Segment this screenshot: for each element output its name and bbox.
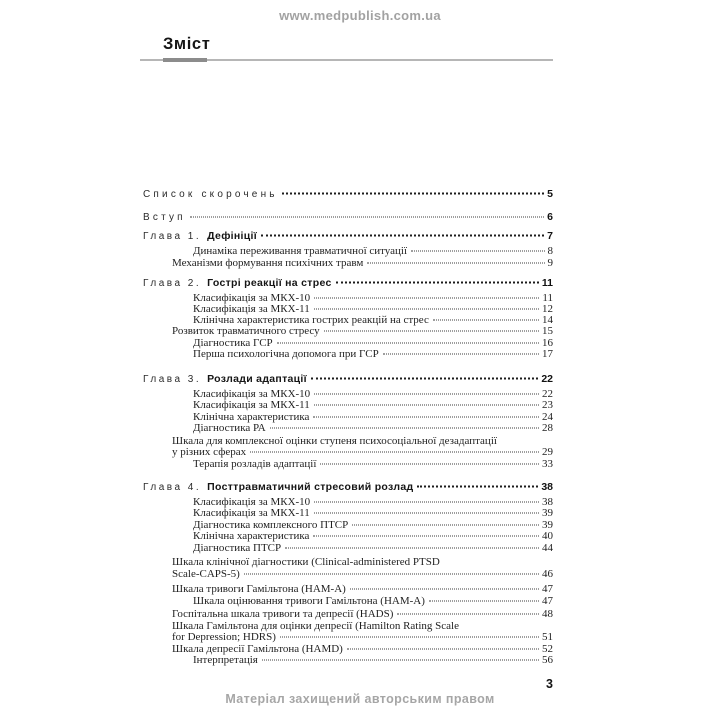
toc-label: Перша психологічна допомога при ГСР <box>193 348 379 360</box>
toc-label: Посттравматичний стресовий розлад <box>207 481 414 493</box>
toc-label: Динаміка переживання травматичної ситуації <box>193 245 408 257</box>
toc-label: Класифікація за МКХ-11 <box>193 303 310 315</box>
toc-leader-dots <box>433 320 539 321</box>
toc-page-number: 17 <box>542 348 553 360</box>
toc-page-number: 46 <box>542 568 553 580</box>
toc-leader-dots <box>313 417 539 418</box>
toc-label: Список скорочень <box>143 189 278 200</box>
toc-leader-dots <box>277 343 539 344</box>
toc-label: Шкала для комплексної оцінки ступеня психосоціальної дезадаптації <box>172 435 497 447</box>
toc-entry <box>172 568 553 581</box>
toc-label: Клінічна характеристика <box>193 530 310 542</box>
toc-leader-dots <box>314 405 539 406</box>
toc-leader-dots <box>280 637 539 638</box>
toc-leader-dots <box>314 502 539 503</box>
toc-leader-dots <box>250 452 539 453</box>
toc-leader-dots <box>314 309 539 310</box>
toc-leader-dots <box>311 378 538 380</box>
toc-leader-dots <box>320 464 539 465</box>
toc-leader-dots <box>411 251 544 252</box>
toc-label: Дефініції <box>207 230 257 242</box>
toc-leader-dots <box>429 601 539 602</box>
toc-leader-dots <box>270 428 539 429</box>
toc-label: Шкала тривоги Гамільтона (HAM-A) <box>172 583 346 595</box>
toc-leader-dots <box>383 354 539 355</box>
toc-label: Механізми формування психічних травм <box>172 257 364 269</box>
toc-label: Діагностика комплексного ПТСР <box>193 519 349 531</box>
toc-label: Шкала депресії Гамільтона (HAMD) <box>172 643 343 655</box>
toc-label: Шкала Гамільтона для оцінки депресії (Hamilton Rating Scale <box>172 620 459 632</box>
toc-entry <box>143 373 553 386</box>
toc-page-number: 22 <box>542 388 553 400</box>
toc-label: Діагностика РА <box>193 422 266 434</box>
toc-page-number: 38 <box>542 496 553 508</box>
toc-leader-dots <box>261 235 544 237</box>
toc-leader-dots <box>190 217 544 218</box>
toc-leader-dots <box>350 589 539 590</box>
toc-leader-dots <box>352 525 539 526</box>
toc-label: Клінічна характеристика гострих реакцій на стрес <box>193 314 429 326</box>
toc-label: у різних сферах <box>172 446 247 458</box>
toc-page-number: 56 <box>542 654 553 666</box>
toc-page-number: 24 <box>542 411 553 423</box>
toc-page-number: 8 <box>547 245 553 257</box>
toc-page-number: 40 <box>542 530 553 542</box>
toc-leader-dots <box>282 193 544 195</box>
toc-label: Розвиток травматичного стресу <box>172 325 320 337</box>
toc-page-number: 12 <box>542 303 553 315</box>
toc-leader-dots <box>285 548 539 549</box>
toc-leader-dots <box>262 660 539 661</box>
toc-leader-dots <box>313 536 539 537</box>
toc-leader-dots <box>244 574 539 575</box>
toc-page-number: 48 <box>542 608 553 620</box>
toc-label: Терапія розладів адаптації <box>193 458 317 470</box>
toc-page-number: 39 <box>542 507 553 519</box>
toc-entry <box>143 188 553 201</box>
toc-label: Інтерпретація <box>193 654 258 666</box>
toc-leader-dots <box>324 331 539 332</box>
toc-leader-dots <box>314 394 539 395</box>
toc-page-number: 22 <box>541 373 553 385</box>
toc-chapter-prefix: Глава 1. <box>143 231 202 242</box>
toc-page-number: 7 <box>547 230 553 242</box>
toc-page-number: 39 <box>542 519 553 531</box>
toc-page-number: 9 <box>547 257 553 269</box>
toc-chapter-prefix: Глава 3. <box>143 374 202 385</box>
toc-label: for Depression; HDRS) <box>172 631 276 643</box>
toc-label: Діагностика ГСР <box>193 337 273 349</box>
toc-entry <box>193 348 553 361</box>
toc-entry <box>172 257 553 270</box>
toc-label: Шкала клінічної діагностики (Clinical-administered PTSD <box>172 556 440 568</box>
toc-page-number: 5 <box>547 188 553 200</box>
toc-page-number: 33 <box>542 458 553 470</box>
toc-entry <box>143 277 553 290</box>
toc-page-number: 11 <box>542 292 553 304</box>
toc-label: Гострі реакції на стрес <box>207 277 332 289</box>
toc-page-number: 28 <box>542 422 553 434</box>
toc-page-number: 14 <box>542 314 553 326</box>
toc-page-number: 6 <box>547 211 553 223</box>
toc-page-number: 47 <box>542 595 553 607</box>
toc-page-number: 51 <box>542 631 553 643</box>
toc-page-number: 52 <box>542 643 553 655</box>
toc-label: Класифікація за МКХ-10 <box>193 496 311 508</box>
toc-label: Госпітальна шкала тривоги та депресії (HADS) <box>172 608 394 620</box>
toc-leader-dots <box>397 614 539 615</box>
toc-chapter-prefix: Глава 4. <box>143 482 202 493</box>
toc-leader-dots <box>417 486 538 488</box>
toc-leader-dots <box>367 263 544 264</box>
toc-page-number: 47 <box>542 583 553 595</box>
toc-entry <box>193 458 553 471</box>
toc-label: Розлади адаптації <box>207 373 307 385</box>
toc-entry <box>193 422 553 435</box>
toc-label: Класифікація за МКХ-11 <box>193 399 310 411</box>
toc-label: Діагностика ПТСР <box>193 542 282 554</box>
toc-label: Класифікація за МКХ-10 <box>193 388 311 400</box>
page-title: Зміст <box>163 35 211 53</box>
toc-leader-dots <box>347 649 539 650</box>
toc-label: Класифікація за МКХ-10 <box>193 292 311 304</box>
toc-label: Вступ <box>143 212 186 223</box>
toc-label: Scale-CAPS-5) <box>172 568 240 580</box>
toc-page-number: 11 <box>541 277 553 289</box>
toc-page-number: 15 <box>542 325 553 337</box>
toc-label: Шкала оцінювання тривоги Гамільтона (HAM-A) <box>193 595 425 607</box>
page-number: 3 <box>546 677 553 691</box>
toc-page-number: 16 <box>542 337 553 349</box>
toc-page-number: 44 <box>542 542 553 554</box>
toc-label: Класифікація за МКХ-11 <box>193 507 310 519</box>
site-watermark: www.medpublish.com.ua <box>279 8 441 23</box>
toc-page-number: 23 <box>542 399 553 411</box>
toc-entry <box>193 542 553 555</box>
toc-page-number: 38 <box>541 481 553 493</box>
toc-entry <box>193 654 553 667</box>
toc-entry <box>143 481 553 494</box>
toc-entry <box>143 230 553 243</box>
toc-label: Клінічна характеристика <box>193 411 310 423</box>
toc-entry <box>143 211 553 224</box>
copyright-notice: Матеріал захищений авторським правом <box>225 692 495 706</box>
toc-leader-dots <box>314 513 539 514</box>
toc-leader-dots <box>336 282 539 284</box>
toc-entry <box>193 595 553 608</box>
toc-chapter-prefix: Глава 2. <box>143 278 202 289</box>
toc-leader-dots <box>314 298 539 299</box>
toc-page-number: 29 <box>542 446 553 458</box>
